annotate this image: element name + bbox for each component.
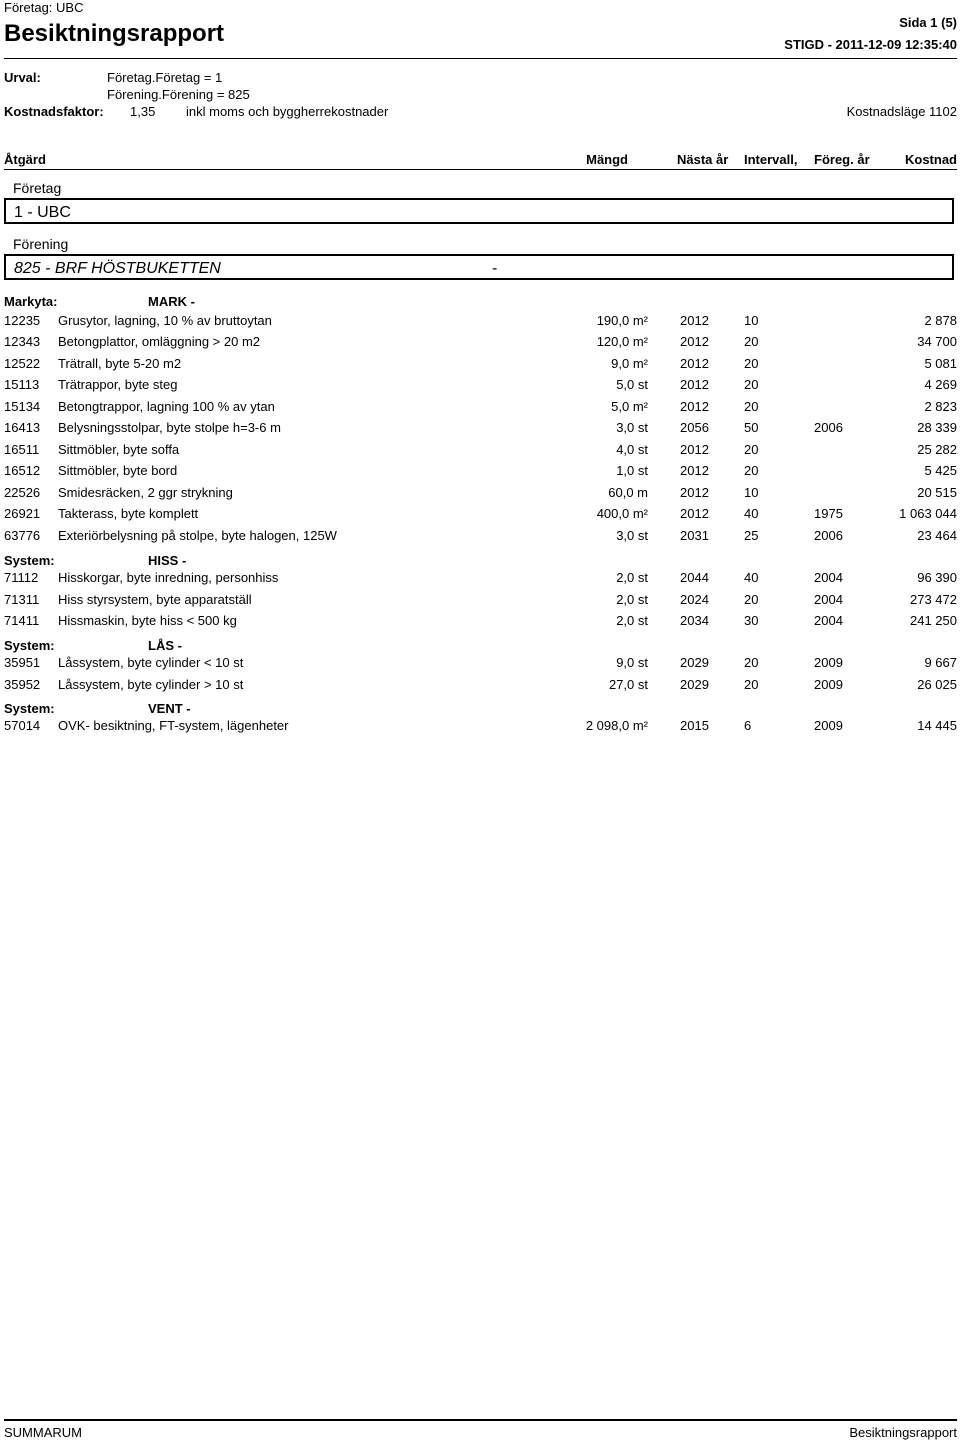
table-row — [0, 334, 960, 355]
cost-factor-note: inkl moms och byggherrekostnader — [186, 104, 389, 119]
row-code: 57014 — [4, 718, 41, 733]
row-prev-year: 1975 — [814, 506, 843, 521]
table-row — [0, 313, 960, 334]
row-next-year: 2012 — [680, 442, 709, 457]
row-description: Betongplattor, omläggning > 20 m2 — [58, 334, 261, 349]
row-description: Grusytor, lagning, 10 % av bruttoytan — [58, 313, 272, 328]
section-name: MARK - — [148, 294, 195, 309]
row-description: Låssystem, byte cylinder < 10 st — [58, 655, 244, 670]
row-code: 12522 — [4, 356, 41, 371]
row-quantity: 9,0 st — [616, 655, 648, 670]
row-code: 35952 — [4, 677, 41, 692]
row-code: 71411 — [4, 613, 40, 628]
table-row — [0, 442, 960, 463]
col-header-atgard: Åtgärd — [4, 152, 46, 167]
row-description: Trätrappor, byte steg — [58, 377, 178, 392]
row-quantity: 3,0 st — [616, 528, 648, 543]
table-row — [0, 655, 960, 676]
company-value: 1 - UBC — [14, 204, 71, 221]
row-prev-year: 2009 — [814, 718, 843, 733]
section-name: LÅS - — [148, 638, 182, 653]
row-description: Hissmaskin, byte hiss < 500 kg — [58, 613, 237, 628]
column-header-divider — [4, 169, 957, 170]
col-header-nasta-ar: Nästa år — [677, 152, 729, 167]
row-quantity: 5,0 st — [616, 377, 648, 392]
section-header — [0, 553, 960, 571]
row-quantity: 2,0 st — [616, 613, 648, 628]
page-title: Besiktningsrapport — [4, 20, 225, 47]
row-cost: 20 515 — [917, 485, 957, 500]
table-row — [0, 528, 960, 549]
row-interval: 6 — [744, 718, 752, 733]
association-label: Förening — [13, 236, 69, 252]
report-stamp: STIGD - 2011-12-09 12:35:40 — [784, 37, 957, 52]
urval-line-1: Företag.Företag = 1 — [107, 70, 223, 85]
row-code: 16511 — [4, 442, 40, 457]
table-row — [0, 485, 960, 506]
row-interval: 20 — [744, 334, 759, 349]
row-description: Låssystem, byte cylinder > 10 st — [58, 677, 244, 692]
row-code: 16413 — [4, 420, 41, 435]
row-cost: 25 282 — [917, 442, 957, 457]
table-row — [0, 463, 960, 484]
row-description: Hiss styrsystem, byte apparatställ — [58, 592, 252, 607]
section-name: VENT - — [148, 701, 191, 716]
row-interval: 40 — [744, 570, 759, 585]
row-cost: 5 081 — [924, 356, 957, 371]
row-cost: 273 472 — [910, 592, 957, 607]
association-box — [4, 254, 954, 280]
row-next-year: 2012 — [680, 377, 709, 392]
row-description: Belysningsstolpar, byte stolpe h=3-6 m — [58, 420, 281, 435]
row-next-year: 2012 — [680, 506, 709, 521]
row-quantity: 2,0 st — [616, 592, 648, 607]
section-label: System: — [4, 638, 55, 653]
row-code: 12235 — [4, 313, 41, 328]
row-quantity: 5,0 m² — [611, 399, 648, 414]
row-quantity: 2 098,0 m² — [585, 718, 648, 733]
row-interval: 50 — [744, 420, 759, 435]
cost-level: Kostnadsläge 1102 — [846, 104, 957, 119]
row-quantity: 3,0 st — [616, 420, 648, 435]
row-description: Smidesräcken, 2 ggr strykning — [58, 485, 233, 500]
row-prev-year: 2009 — [814, 655, 843, 670]
company-line: Företag: UBC — [4, 0, 84, 15]
table-row — [0, 356, 960, 377]
row-code: 71112 — [4, 570, 39, 585]
footer-left: SUMMARUM — [4, 1425, 82, 1440]
table-row — [0, 377, 960, 398]
section-header — [0, 638, 960, 656]
row-interval: 20 — [744, 377, 759, 392]
row-quantity: 120,0 m² — [596, 334, 648, 349]
col-header-kostnad: Kostnad — [905, 152, 957, 167]
row-next-year: 2031 — [680, 528, 709, 543]
row-cost: 1 063 044 — [899, 506, 957, 521]
footer-right: Besiktningsrapport — [849, 1425, 957, 1440]
row-description: Exteriörbelysning på stolpe, byte halogen, 125W — [58, 528, 337, 543]
row-next-year: 2024 — [680, 592, 709, 607]
row-quantity: 1,0 st — [616, 463, 648, 478]
row-next-year: 2012 — [680, 485, 709, 500]
table-row — [0, 506, 960, 527]
row-description: OVK- besiktning, FT-system, lägenheter — [58, 718, 289, 733]
row-code: 71311 — [4, 592, 40, 607]
row-quantity: 27,0 st — [608, 677, 648, 692]
row-code: 35951 — [4, 655, 41, 670]
section-label: System: — [4, 553, 55, 568]
row-interval: 20 — [744, 356, 759, 371]
section-label: Markyta: — [4, 294, 58, 309]
row-code: 16512 — [4, 463, 41, 478]
row-next-year: 2012 — [680, 463, 709, 478]
association-value: 825 - BRF HÖSTBUKETTEN — [14, 260, 221, 277]
col-header-mangd: Mängd — [586, 152, 628, 167]
row-interval: 10 — [744, 485, 759, 500]
row-interval: 30 — [744, 613, 759, 628]
urval-line-2: Förening.Förening = 825 — [107, 87, 250, 102]
row-description: Sittmöbler, byte bord — [58, 463, 178, 478]
table-row — [0, 718, 960, 739]
row-cost: 26 025 — [917, 677, 957, 692]
row-interval: 20 — [744, 463, 759, 478]
row-description: Betongtrappor, lagning 100 % av ytan — [58, 399, 275, 414]
row-prev-year: 2009 — [814, 677, 843, 692]
cost-factor-value: 1,35 — [130, 104, 156, 119]
row-quantity: 4,0 st — [616, 442, 648, 457]
table-row — [0, 420, 960, 441]
table-row — [0, 592, 960, 613]
cost-factor-label: Kostnadsfaktor: — [4, 104, 104, 119]
urval-label: Urval: — [4, 70, 41, 85]
row-next-year: 2029 — [680, 655, 709, 670]
row-quantity: 9,0 m² — [611, 356, 648, 371]
row-prev-year: 2006 — [814, 528, 843, 543]
row-code: 15134 — [4, 399, 41, 414]
row-code: 22526 — [4, 485, 41, 500]
table-row — [0, 613, 960, 634]
section-name: HISS - — [148, 553, 187, 568]
row-quantity: 2,0 st — [616, 570, 648, 585]
association-dash: - — [492, 260, 498, 277]
row-description: Trätrall, byte 5-20 m2 — [58, 356, 182, 371]
row-next-year: 2044 — [680, 570, 709, 585]
row-prev-year: 2004 — [814, 592, 843, 607]
table-row — [0, 570, 960, 591]
table-row — [0, 399, 960, 420]
row-description: Sittmöbler, byte soffa — [58, 442, 180, 457]
section-header — [0, 294, 960, 312]
row-cost: 14 445 — [917, 718, 957, 733]
row-next-year: 2034 — [680, 613, 709, 628]
row-description: Takterass, byte komplett — [58, 506, 199, 521]
row-cost: 9 667 — [924, 655, 957, 670]
row-interval: 20 — [744, 442, 759, 457]
row-interval: 20 — [744, 655, 759, 670]
row-cost: 2 878 — [924, 313, 957, 328]
footer-divider — [4, 1419, 957, 1421]
row-code: 12343 — [4, 334, 41, 349]
row-interval: 20 — [744, 677, 759, 692]
row-quantity: 400,0 m² — [596, 506, 648, 521]
row-cost: 34 700 — [917, 334, 957, 349]
row-code: 63776 — [4, 528, 41, 543]
row-prev-year: 2006 — [814, 420, 843, 435]
row-cost: 241 250 — [910, 613, 957, 628]
row-cost: 28 339 — [917, 420, 957, 435]
row-description: Hisskorgar, byte inredning, personhiss — [58, 570, 279, 585]
row-code: 26921 — [4, 506, 41, 521]
row-next-year: 2029 — [680, 677, 709, 692]
col-header-foreg-ar: Föreg. år — [814, 152, 870, 167]
row-next-year: 2056 — [680, 420, 709, 435]
row-interval: 40 — [744, 506, 759, 521]
row-cost: 2 823 — [924, 399, 957, 414]
row-next-year: 2012 — [680, 356, 709, 371]
row-code: 15113 — [4, 377, 40, 392]
row-cost: 23 464 — [917, 528, 957, 543]
row-next-year: 2012 — [680, 313, 709, 328]
company-label: Företag — [13, 180, 62, 196]
row-cost: 4 269 — [924, 377, 957, 392]
row-interval: 20 — [744, 592, 759, 607]
header-divider — [4, 58, 957, 59]
row-cost: 5 425 — [924, 463, 957, 478]
row-interval: 20 — [744, 399, 759, 414]
row-quantity: 60,0 m — [608, 485, 648, 500]
row-quantity: 190,0 m² — [596, 313, 648, 328]
page-number: Sida 1 (5) — [899, 15, 957, 30]
row-cost: 96 390 — [917, 570, 957, 585]
col-header-intervall: Intervall, — [744, 152, 798, 167]
company-box — [4, 198, 954, 224]
table-row — [0, 677, 960, 698]
section-header — [0, 701, 960, 719]
row-interval: 10 — [744, 313, 759, 328]
section-label: System: — [4, 701, 55, 716]
row-next-year: 2012 — [680, 334, 709, 349]
row-prev-year: 2004 — [814, 613, 843, 628]
row-next-year: 2015 — [680, 718, 709, 733]
row-prev-year: 2004 — [814, 570, 843, 585]
row-interval: 25 — [744, 528, 759, 543]
row-next-year: 2012 — [680, 399, 709, 414]
